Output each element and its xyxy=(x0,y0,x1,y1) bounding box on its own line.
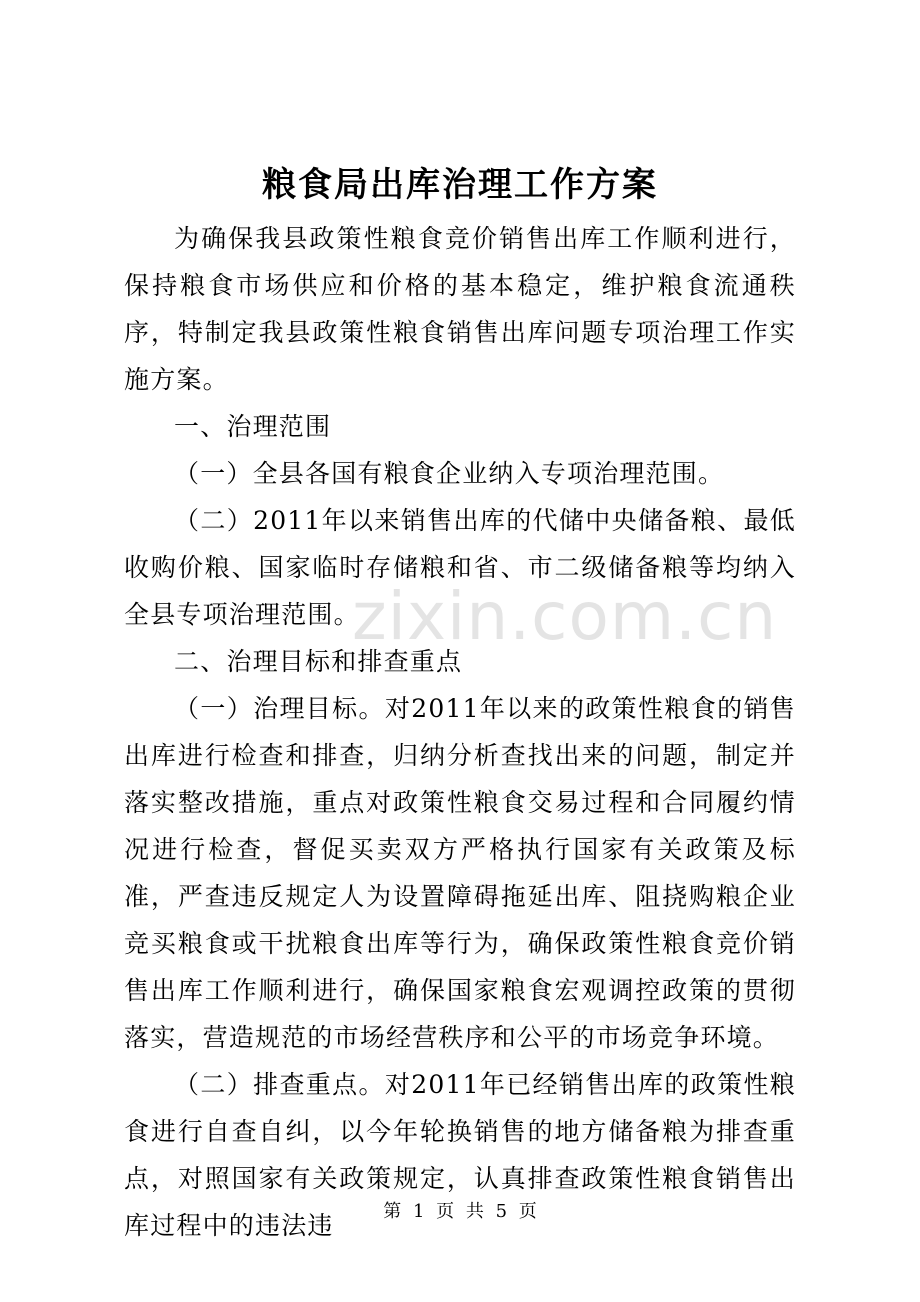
paragraph-intro: 为确保我县政策性粮食竞价销售出库工作顺利进行，保持粮食市场供应和价格的基本稳定，维护粮食流通秩序，特制定我县政策性粮食销售出库问题专项治理工作实施方案。 xyxy=(124,224,796,394)
document-body xyxy=(124,215,796,1249)
heading-goals: 二、治理目标和排查重点 xyxy=(174,647,463,676)
heading-scope: 一、治理范围 xyxy=(174,412,332,441)
paragraph-goals-2: （二）排查重点。对2011年已经销售出库的政策性粮食进行自查自纠，以今年轮换销售的地方储备粮为排查重点，对照国家有关政策规定，认真排查政策性粮食销售出库过程中的违法违 xyxy=(124,1070,796,1240)
page-footer: 第 1 页 共 5 页 xyxy=(383,1201,537,1222)
paragraph-scope-1: （一）全县各国有粮食企业纳入专项治理范围。 xyxy=(174,459,725,488)
paragraph-scope-2: （二）2011年以来销售出库的代储中央储备粮、最低收购价粮、国家临时存储粮和省、市二级储备粮等均纳入全县专项治理范围。 xyxy=(124,506,796,629)
watermark: zixin.com.cn xyxy=(352,578,778,655)
paragraph-goals-1: （一）治理目标。对2011年以来的政策性粮食的销售出库进行检查和排查，归纳分析查找出来的问题，制定并落实整改措施，重点对政策性粮食交易过程和合同履约情况进行检查，督促买卖双方严格执行国家有关政策及标准，严查违反规定人为设置障碍拖延出库、阻挠购粮企业竞买粮食或干扰粮食出库等行为，确保政策性粮食竞价销售出库工作顺利进行，确保国家粮食宏观调控政策的贯彻落实，营造规范的市场经营秩序和公平的市场竞争环境。 xyxy=(124,694,796,1052)
document-title: 粮食局出库治理工作方案 xyxy=(262,165,658,205)
